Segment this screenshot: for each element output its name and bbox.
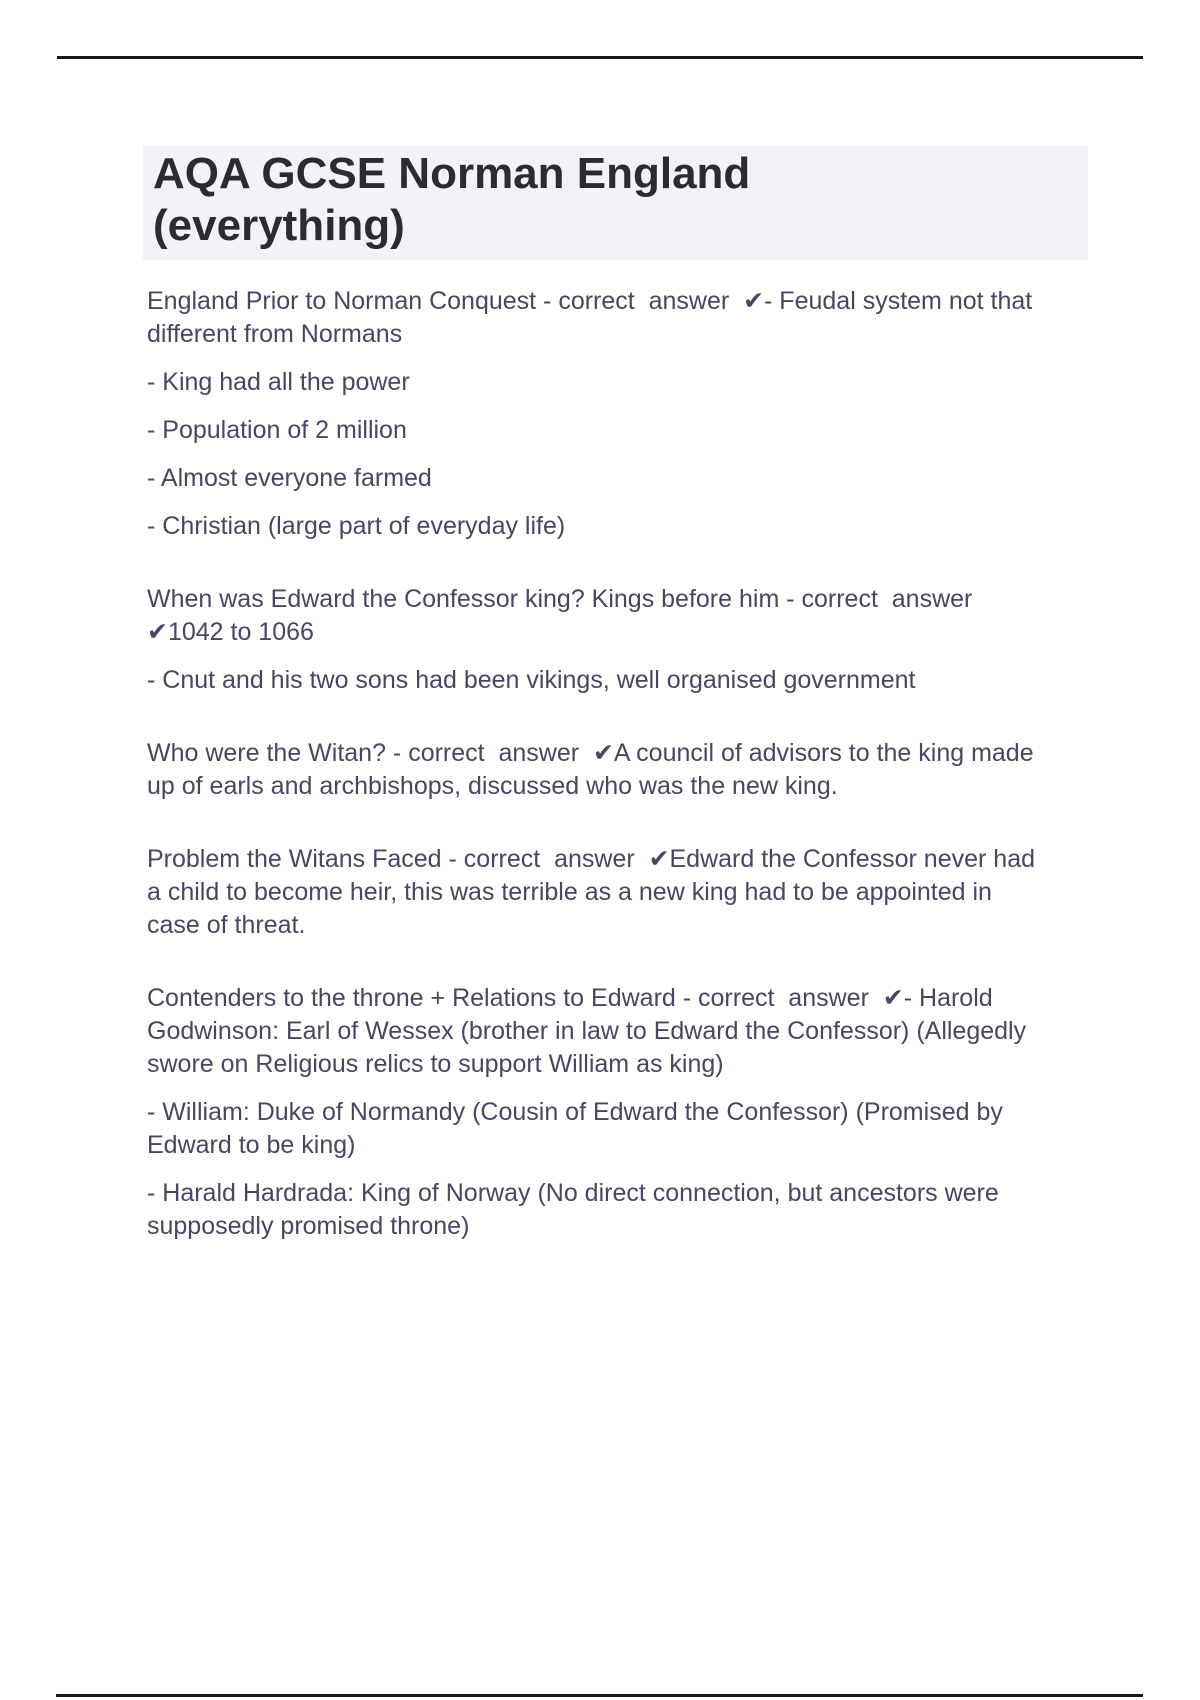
- qa-paragraph: - Cnut and his two sons had been vikings, well organised government: [147, 666, 916, 694]
- title-highlight-block: [143, 146, 1088, 260]
- qa-paragraph: When was Edward the Confessor king? Kings before him - correct answer ✔1042 to 1066: [147, 585, 987, 646]
- qa-paragraph: - Christian (large part of everyday life): [147, 512, 566, 540]
- qa-paragraph: - William: Duke of Normandy (Cousin of Edward the Confessor) (Promised by Edward to be king): [147, 1098, 1010, 1159]
- qa-section: [147, 737, 1047, 803]
- qa-paragraph: Contenders to the throne + Relations to Edward - correct answer ✔- Harold Godwinson: Earl of Wessex (brother in law to Edward the Confessor) (Allegedly swore on Religious relics to support William as king): [147, 984, 1034, 1078]
- qa-paragraph: Problem the Witans Faced - correct answer ✔Edward the Confessor never had a child to become heir, this was terrible as a new king had to be appointed in case of threat.: [147, 845, 1042, 939]
- page-title: AQA GCSE Norman England (everything): [153, 149, 751, 250]
- document-body: [147, 285, 1047, 1283]
- qa-paragraph: - Harald Hardrada: King of Norway (No direct connection, but ancestors were supposedly promised throne): [147, 1179, 1006, 1240]
- bottom-rule-divider: [56, 1694, 1143, 1697]
- qa-paragraph: - Population of 2 million: [147, 416, 407, 444]
- qa-section: [147, 583, 1047, 697]
- top-rule-divider: [57, 56, 1143, 59]
- qa-section: [147, 982, 1047, 1243]
- qa-paragraph: England Prior to Norman Conquest - correct answer ✔- Feudal system not that different from Normans: [147, 287, 1040, 348]
- qa-section: [147, 285, 1047, 543]
- qa-paragraph: - King had all the power: [147, 368, 410, 396]
- qa-section: [147, 843, 1047, 942]
- qa-paragraph: - Almost everyone farmed: [147, 464, 432, 492]
- qa-paragraph: Who were the Witan? - correct answer ✔A council of advisors to the king made up of earls and archbishops, discussed who was the new king.: [147, 739, 1041, 800]
